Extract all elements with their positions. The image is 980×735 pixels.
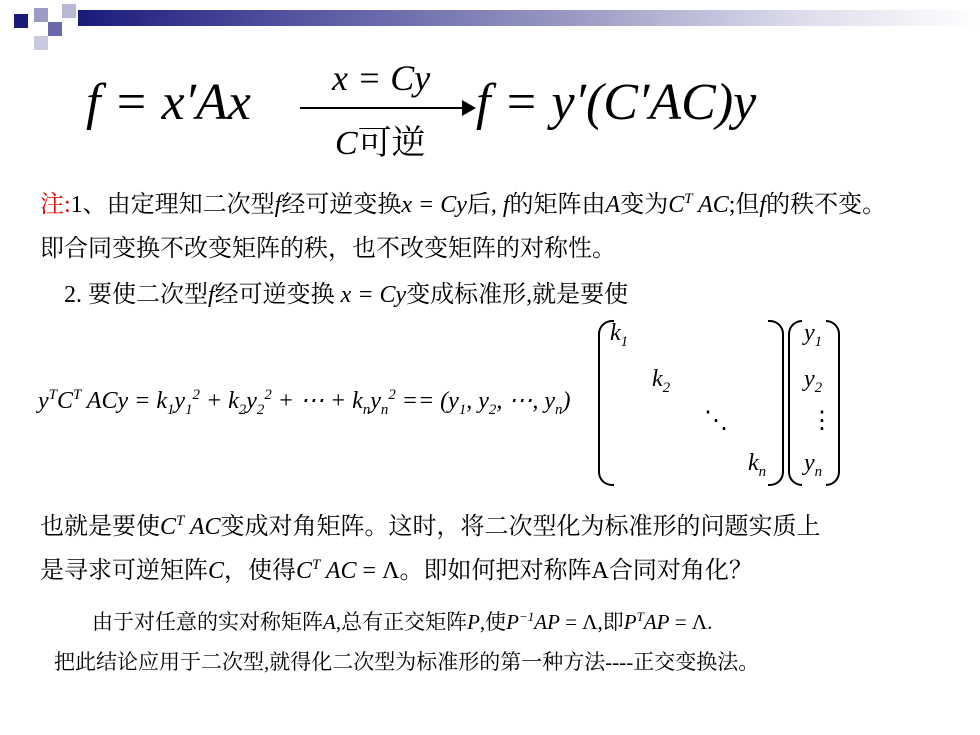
header-square-light2 bbox=[62, 4, 76, 18]
conclusion-line-2: 把此结论应用于二次型,就得化二次型为标准形的第一种方法----正交变换法。 bbox=[54, 650, 760, 674]
header-square-pale bbox=[34, 36, 48, 50]
matrix-right-paren bbox=[768, 320, 784, 486]
vec-entry-y1: $y_1$ bbox=[804, 320, 823, 350]
vector-right-paren bbox=[826, 320, 840, 486]
diag-entry-ddots: ⋱ bbox=[704, 408, 728, 434]
diag-entry-k1: $k_1$ bbox=[610, 320, 629, 350]
note-line-2: 即合同变换不改变矩阵的秩，也不改变矩阵的对称性。 bbox=[40, 236, 616, 262]
equation-lhs: $y^TC^T$ ACy = $k_1y_1^2 + k_2y_2^2$ + ⋯ + $k_ny_n^2 == (y_1$, $y_2$, ⋯, $y_n$) bbox=[38, 387, 571, 418]
quadratic-form-equation bbox=[0, 318, 980, 488]
arrow-head bbox=[462, 100, 476, 116]
arrow-label-bottom: C可逆 bbox=[335, 125, 426, 162]
para-line-2: 是寻求可逆矩阵C，使得$C^T$ AC = Λ。即如何把对称阵A合同对角化？ bbox=[40, 557, 753, 584]
arrow-label-top: x = Cy bbox=[332, 58, 431, 98]
diag-entry-kn: $k_n$ bbox=[748, 450, 767, 480]
para-line-1: 也就是要使$C^T$ AC变成对角矩阵。这时，将二次型化为标准形的问题实质上 bbox=[40, 513, 821, 540]
top-formula bbox=[0, 55, 980, 165]
header-square-dark bbox=[14, 14, 28, 28]
vec-entry-vdots: ⋮ bbox=[810, 408, 834, 434]
vec-entry-y2: $y_2$ bbox=[804, 366, 823, 396]
header-square-mid bbox=[48, 22, 62, 36]
diag-entry-k2: $k_2$ bbox=[652, 366, 671, 396]
vec-entry-yn: $y_n$ bbox=[804, 450, 823, 480]
formula-right: f = y′(C′AC)y bbox=[476, 74, 757, 131]
conclusion-line-1: 由于对任意的实对称矩阵A,总有正交矩阵P,使$P^{-1}AP = \Lambda$,即$P^TAP = \Lambda$. bbox=[92, 609, 713, 634]
header-gradient-bar bbox=[78, 10, 980, 26]
note-line-3: 2. 要使二次型f经可逆变换 x = Cy变成标准形,就是要使 bbox=[64, 282, 629, 308]
note-label: 注: bbox=[40, 192, 71, 218]
arrow-line bbox=[300, 107, 470, 109]
note-line-1: 注:1、由定理知二次型f经可逆变换x = Cy后, f的矩阵由A变为$C^T$ AC;但f的秩不变。 bbox=[40, 191, 887, 218]
formula-left: f = x′Ax bbox=[86, 74, 251, 131]
header-square-light bbox=[34, 8, 48, 22]
vector-left-paren bbox=[788, 320, 802, 486]
